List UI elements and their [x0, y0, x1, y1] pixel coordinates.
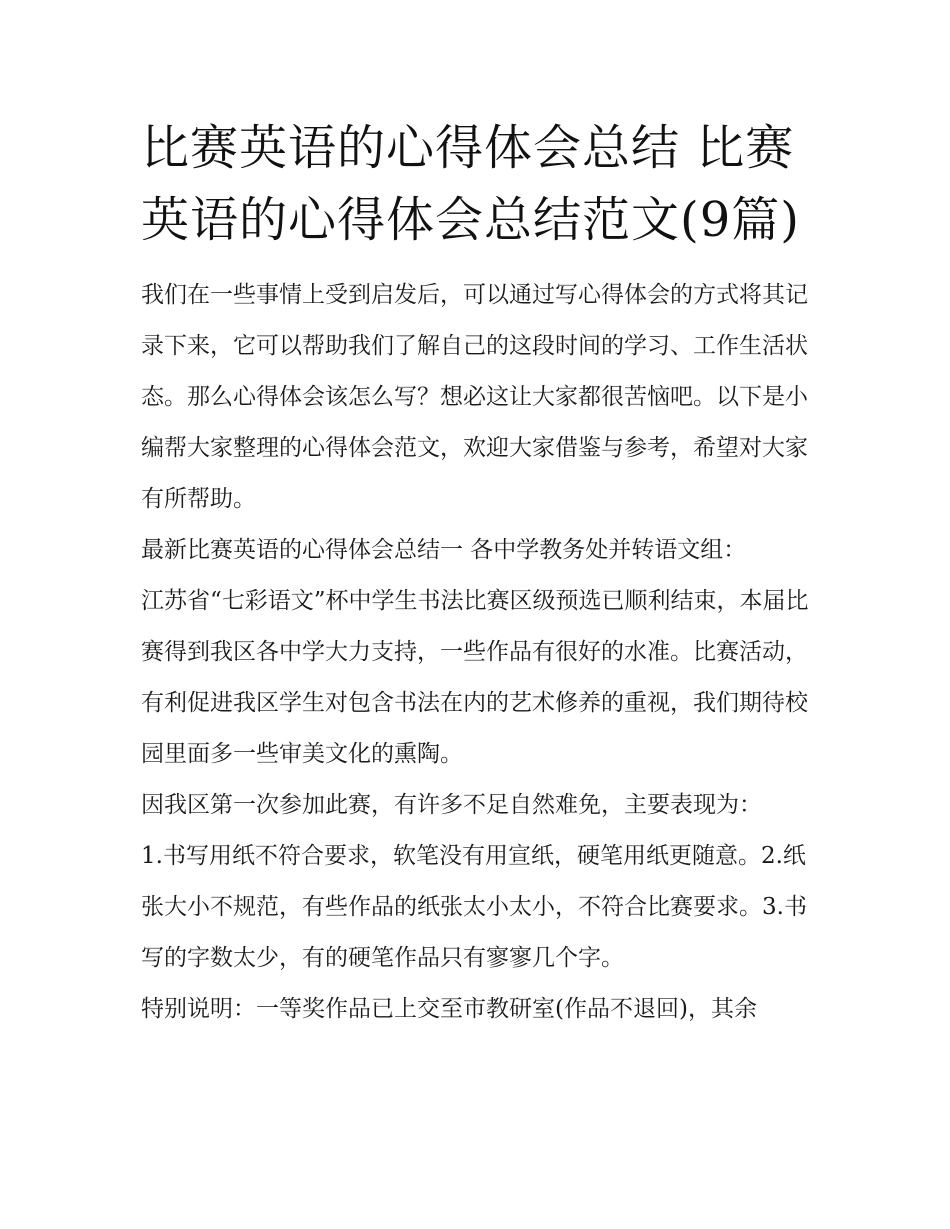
- special-note-paragraph: 特别说明：一等奖作品已上交至市教研室(作品不退回)，其余: [141, 996, 757, 1022]
- intro-paragraph: 我们在一些事情上受到启发后，可以通过写心得体会的方式将其记录下来，它可以帮助我们了解自己的这段时间的学习、工作生活状态。那么心得体会该怎么写？想必这让大家都很苦恼吧。以下是小编帮大家整理的心得体会范文，欢迎大家借鉴与参考，希望对大家有所帮助。: [141, 282, 808, 512]
- document-title: 比赛英语的心得体会总结 比赛英语的心得体会总结范文(9篇): [141, 120, 800, 248]
- shortcomings-intro-paragraph: 因我区第一次参加此赛，有许多不足自然难免，主要表现为：: [141, 792, 762, 818]
- competition-summary-paragraph: 江苏省“七彩语文”杯中学生书法比赛区级预选已顺利结束，本届比赛得到我区各中学大力支持，一些作品有很好的水准。比赛活动，有利促进我区学生对包含书法在内的艺术修养的重视，我们期待校园里面多一些审美文化的熏陶。: [141, 588, 809, 767]
- section-heading-paragraph: 最新比赛英语的心得体会总结一 各中学教务处并转语文组：: [141, 537, 747, 563]
- shortcomings-list-paragraph: 1.书写用纸不符合要求，软笔没有用宣纸，硬笔用纸更随意。2.纸张大小不规范，有些作品的纸张太小太小，不符合比赛要求。3.书写的字数太少，有的硬笔作品只有寥寥几个字。: [141, 843, 807, 971]
- document-body: [141, 112, 817, 1035]
